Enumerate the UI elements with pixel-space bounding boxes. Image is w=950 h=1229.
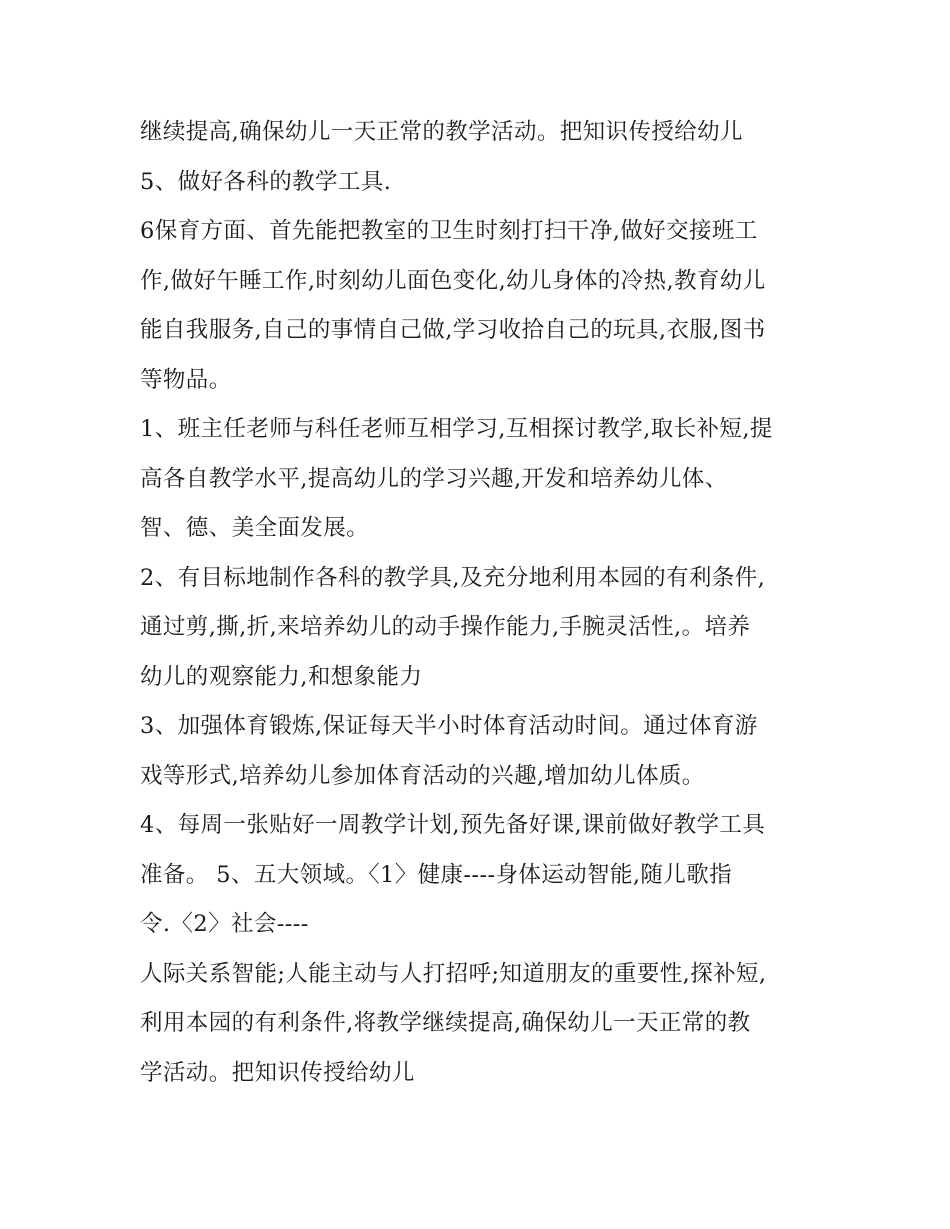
text-line-17: 令.〈2〉社会---- bbox=[140, 911, 309, 937]
text-line-8: 高各自教学水平,提高幼儿的学习兴趣,开发和培养幼儿体、 bbox=[140, 465, 728, 492]
text-line-2: 5、做好各科的教学工具. bbox=[140, 168, 392, 195]
text-line-6: 等物品。 bbox=[140, 366, 232, 393]
text-line-19: 利用本园的有利条件,将教学继续提高,确保幼儿一天正常的教 bbox=[140, 1010, 751, 1036]
text-line-12: 幼儿的观察能力,和想象能力 bbox=[140, 663, 423, 690]
text-line-15: 4、每周一张贴好一周教学计划,预先备好课,课前做好教学工具 bbox=[140, 812, 766, 838]
text-line-9: 智、德、美全面发展。 bbox=[140, 515, 370, 541]
text-line-10: 2、有目标地制作各科的教学具,及充分地利用本园的有利条件, bbox=[140, 564, 766, 591]
text-line-18: 人际关系智能;人能主动与人打招呼;知道朋友的重要性,探补短, bbox=[140, 960, 767, 987]
text-line-20: 学活动。把知识传授给幼儿 bbox=[140, 1059, 415, 1086]
text-line-16: 准备。 5、五大领域。〈1〉健康----身体运动智能,随儿歌指 bbox=[140, 861, 732, 888]
text-line-3: 6保育方面、首先能把教室的卫生时刻打扫干净,做好交接班工 bbox=[140, 218, 758, 244]
text-line-7: 1、班主任老师与科任老师互相学习,互相探讨教学,取长补短,提 bbox=[140, 416, 773, 442]
text-line-5: 能自我服务,自己的事情自己做,学习收拾自己的玩具,衣服,图书 bbox=[140, 317, 766, 343]
text-line-4: 作,做好午睡工作,时刻幼儿面色变化,幼儿身体的冷热,教育幼儿 bbox=[140, 267, 766, 294]
text-line-1: 继续提高,确保幼儿一天正常的教学活动。把知识传授给幼儿 bbox=[140, 119, 743, 145]
document-body bbox=[140, 108, 812, 1098]
text-line-11: 通过剪,撕,折,来培养幼儿的动手操作能力,手腕灵活性,。培养 bbox=[140, 614, 751, 640]
text-line-13: 3、加强体育锻炼,保证每天半小时体育活动时间。通过体育游 bbox=[140, 713, 758, 739]
text-line-14: 戏等形式,培养幼儿参加体育活动的兴趣,增加幼儿体质。 bbox=[140, 762, 705, 789]
